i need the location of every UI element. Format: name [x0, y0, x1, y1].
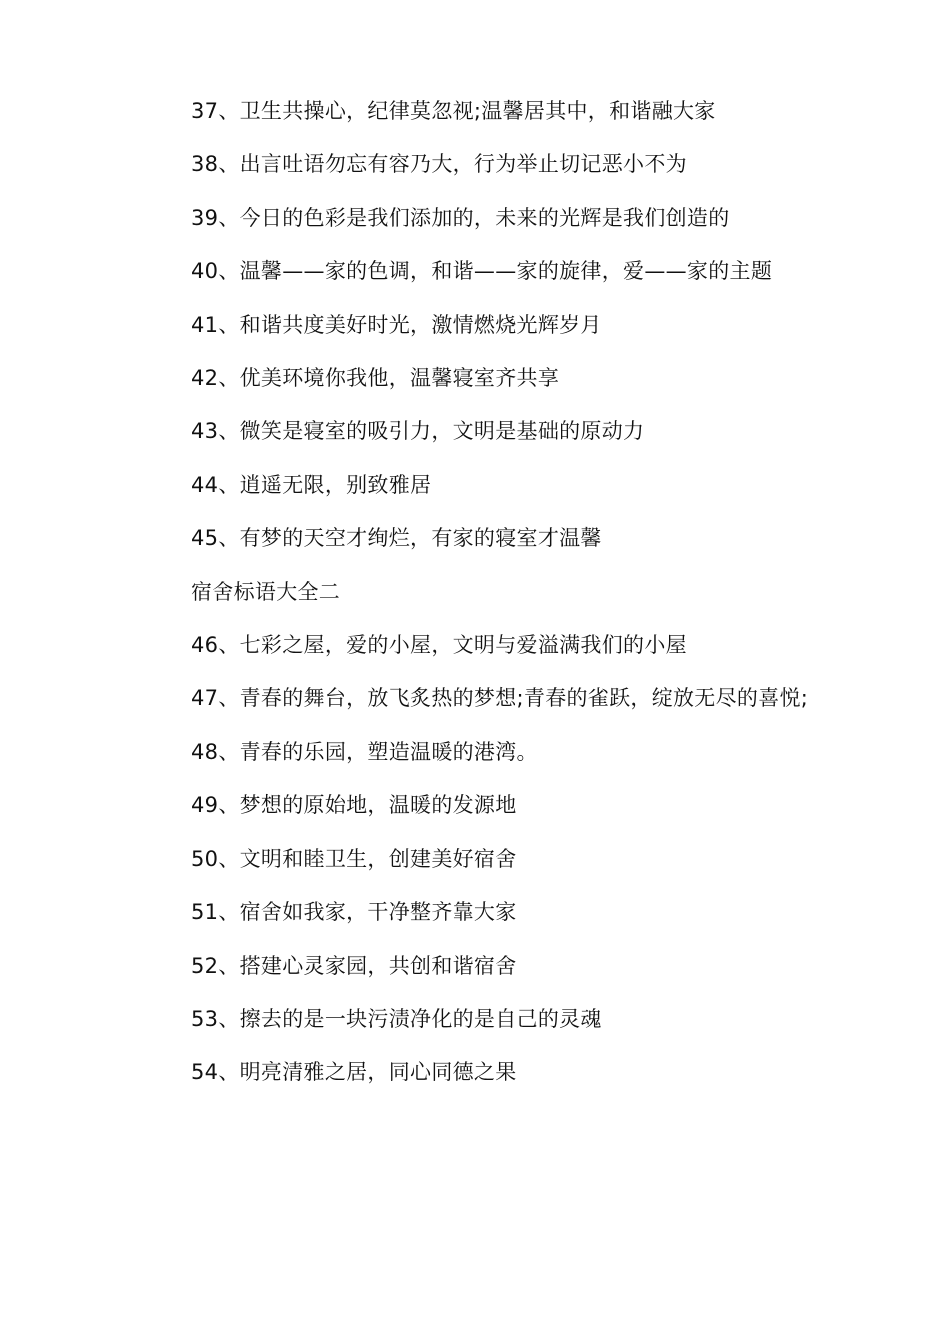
- slogan-40: 40、温馨——家的色调，和谐——家的旋律，爱——家的主题: [191, 259, 773, 284]
- slogan-46: 46、七彩之屋，爱的小屋，文明与爱溢满我们的小屋: [191, 633, 687, 658]
- slogan-44: 44、逍遥无限，别致雅居: [191, 472, 432, 497]
- slogan-53: 53、擦去的是一块污渍净化的是自己的灵魂: [191, 1006, 602, 1031]
- slogan-51: 51、宿舍如我家，干净整齐靠大家: [191, 900, 517, 925]
- slogan-54: 54、明亮清雅之居，同心同德之果: [191, 1060, 517, 1085]
- slogan-50: 50、文明和睦卫生，创建美好宿舍: [191, 846, 517, 871]
- slogan-39: 39、今日的色彩是我们添加的，未来的光辉是我们创造的: [191, 205, 730, 230]
- slogan-47: 47、青春的舞台，放飞炙热的梦想;青春的雀跃，绽放无尽的喜悦;: [191, 686, 809, 711]
- slogan-38: 38、出言吐语勿忘有容乃大，行为举止切记恶小不为: [191, 152, 687, 177]
- slogan-52: 52、搭建心灵家园，共创和谐宿舍: [191, 953, 517, 978]
- slogan-37: 37、卫生共操心，纪律莫忽视;温馨居其中，和谐融大家: [191, 99, 716, 123]
- slogan-49: 49、梦想的原始地，温暖的发源地: [191, 793, 517, 818]
- slogan-42: 42、优美环境你我他，温馨寝室齐共享: [191, 366, 560, 391]
- slogan-45: 45、有梦的天空才绚烂，有家的寝室才温馨: [191, 526, 602, 551]
- slogan-48: 48、青春的乐园，塑造温暖的港湾。: [191, 739, 538, 764]
- slogan-41: 41、和谐共度美好时光，激情燃烧光辉岁月: [191, 312, 602, 337]
- document-body: [145, 85, 810, 1100]
- slogan-43: 43、微笑是寝室的吸引力，文明是基础的原动力: [191, 419, 645, 444]
- section-heading: 宿舍标语大全二: [191, 579, 341, 604]
